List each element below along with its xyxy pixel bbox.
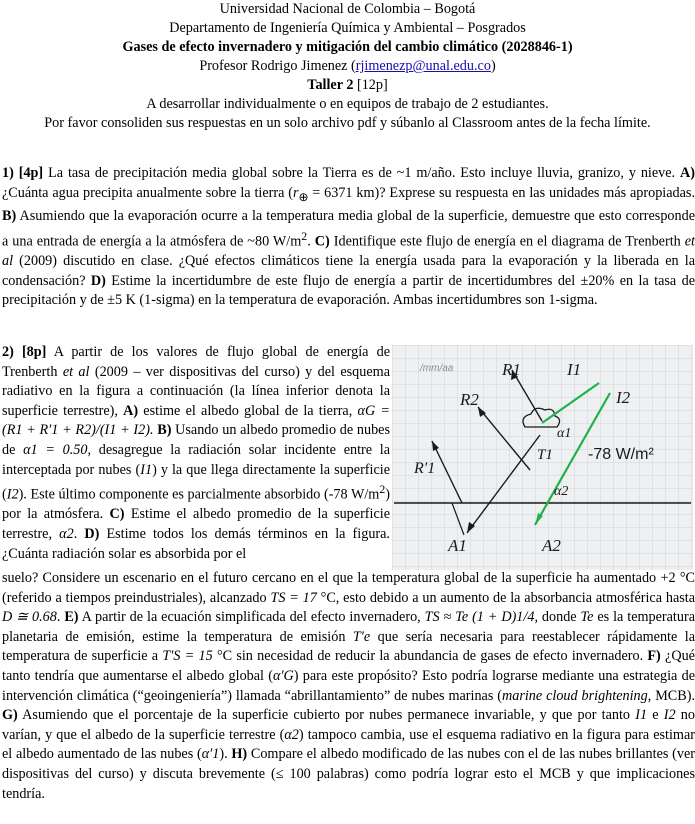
label-A2: A2 bbox=[542, 536, 561, 555]
label-I1: I1 bbox=[567, 360, 582, 379]
university-line: Universidad Nacional de Colombia – Bogotá bbox=[219, 1, 476, 17]
label-R1prime: R′1 bbox=[414, 460, 436, 477]
course-title: Gases de efecto invernadero y mitigación del cambio climático (2028846-1) bbox=[122, 39, 573, 55]
label-R1: R1 bbox=[502, 360, 521, 379]
department-line: Departamento de Ingeniería Química y Ambiental – Posgrados bbox=[169, 20, 526, 36]
email-link[interactable]: rjimenezp@unal.edu.co bbox=[355, 58, 491, 74]
paper-corner-label: /mm/aa bbox=[420, 363, 454, 374]
label-I2: I2 bbox=[616, 388, 631, 407]
label-flux: -78 W/m² bbox=[588, 446, 654, 463]
question-2-part-2: suelo? Considere un escenario en el futuro cercano en el que la temperatura global de la superficie ha aumentado +2 °C (referido a tiempos preindustriales), alcanzado TS = 17 °C, esto debido a un aumento de la absorbancia atmosférica hasta D ≅ 0.68. E) A partir de la ecuación simplificada del efecto invernadero, TS ≈ Te (1 + D)1/4, donde Te es la temperatura planetaria de emisión, estime la temperatura de emisión T′e que sería necesaria para reestablecer rápidamente la temperatura de superficie a T′S = 15 °C sin necesidad de reducir la abundancia de gases de efecto invernadero. F) ¿Qué tanto tendría que aumentarse el albedo global (α′G) para este propósito? Esto podría lograrse mediante una estrategia de intervención climática (“geoingeniería”) llamada “abrillantamiento” de nubes marinas (marine cloud brightening, MCB). G) Asumiendo que el porcentaje de la superficie cubierto por nubes permanece invariable, y que por tanto I1 e I2 no varían, y que el albedo de la superficie terrestre (α2) tampoco cambia, use el esquema radiativo en la figura para estimar el albedo aumentado de las nubes (α′1). H) Compare el albedo modificado de las nubes con el de las nubes brillantes (ver dispositivas del curso) y discuta brevemente (≤ 100 palabras) como podría lograr esto el MCB y que implicaciones tendría. bbox=[2, 570, 695, 802]
instructions-1: A desarrollar individualmente o en equipos de trabajo de 2 estudiantes. bbox=[146, 96, 549, 112]
professor-line: Profesor Rodrigo Jimenez (rjimenezp@unal.edu.co) bbox=[199, 58, 496, 74]
radiative-scheme-figure bbox=[392, 345, 693, 570]
taller-title: Taller 2 [12p] bbox=[307, 77, 388, 93]
document-header bbox=[0, 0, 695, 133]
label-R2: R2 bbox=[460, 390, 479, 409]
label-A1: A1 bbox=[448, 536, 467, 555]
question-1: 1) [4p] La tasa de precipitación media global sobre la Tierra es de ~1 m/año. Esto incluye lluvia, granizo, y nieve. A) ¿Cuánta agua precipita anualmente sobre la tierra ($r_\oplus = 6371$ km)? Exprese su respuesta en las unidades más apropiadas. B) Asumiendo que la evaporación ocurre a la temperatura media global de la superficie, demuestre que esto corresponde a una entrada de energía a la atmósfera de ~80 $W/m^2$. C) Identifique este flujo de energía en el diagrama de Trenberth et al (2009) discutido en clase. ¿Qué efectos climáticos tiene la energía usada para la evaporación y la liberada en la condensación? D) Estime la incertidumbre de este flujo de energía a partir de incertidumbres del ±20% en la tasa de precipitación y de ±5 K (1-sigma) en la temperatura de evaporación. Ambas incertidumbres son 1-sigma. bbox=[2, 165, 695, 309]
instructions-2: Por favor consoliden sus respuestas en un solo archivo pdf y súbanlo al Classroom antes de la fecha límite. bbox=[44, 115, 651, 131]
label-alpha2: α2 bbox=[554, 484, 569, 499]
label-T1: T1 bbox=[537, 447, 553, 463]
question-2-part-1: 2) [8p] A partir de los valores de flujo global de energía de Trenberth et al (2009 – ver dispositivas del curso) y del esquema radiativo en la figura a continuación (la línea inferior denota la superficie terrestre), A) estime el albedo global de la tierra, αG = (R1 + R′1 + R2)/(I1 + I2). B) Usando un albedo promedio de nubes de α1 = 0.50, desagregue la radiación solar incidente entre la interceptada por nubes (I1) y la que llega directamente la superficie (I2). Este último componente es parcialmente absorbido (-78 $W/m^2$) por la atmósfera. C) Estime el albedo promedio de la superficie terrestre, α2. D) Estime todos los demás términos en la figura. ¿Cuánta radiación solar es absorbida por el bbox=[2, 344, 390, 562]
label-alpha1: α1 bbox=[557, 426, 572, 441]
